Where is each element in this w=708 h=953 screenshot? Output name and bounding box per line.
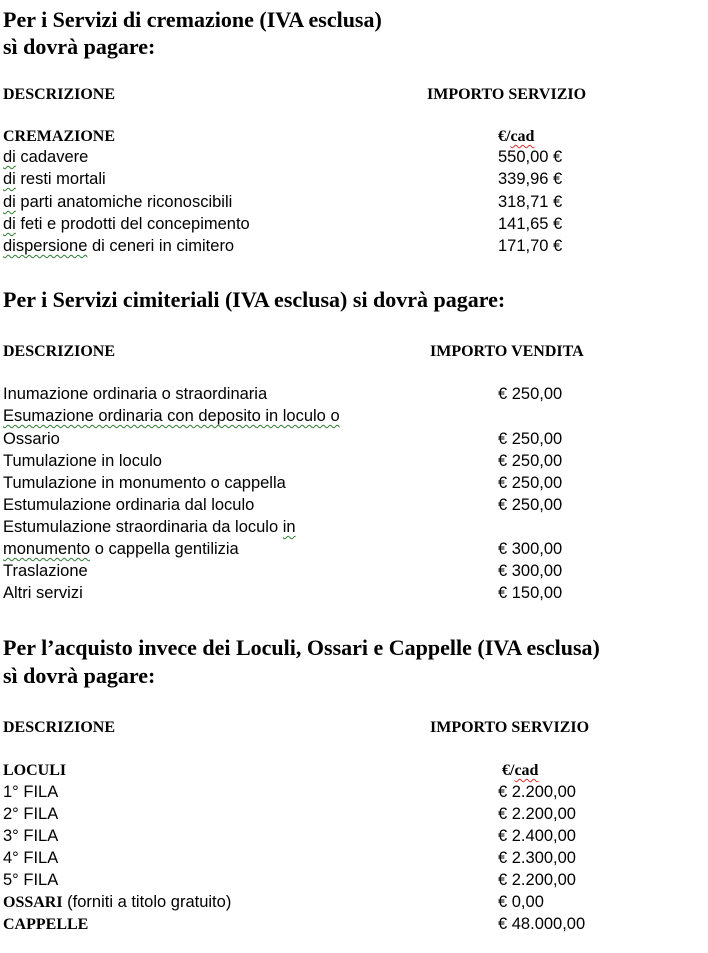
list-item <box>3 191 232 213</box>
list-item: Esumazione ordinaria con deposito in loculo o <box>3 407 340 425</box>
list-item <box>3 891 231 914</box>
unit-prefix: €/ <box>498 128 511 145</box>
row-label: resti mortali <box>15 170 106 188</box>
row-label-tail: o cappella gentilizia <box>90 540 239 558</box>
section2-title: Per i Servizi cimiteriali (IVA esclusa) si dovrà pagare: <box>3 287 506 312</box>
row-amount: € 2.200,00 <box>498 871 576 889</box>
list-item <box>3 538 239 560</box>
row-prefix: di <box>3 148 16 166</box>
list-item: 2° FILA <box>3 805 59 823</box>
row-amount: € 150,00 <box>498 584 563 602</box>
row-label: di ceneri in cimitero <box>87 237 235 255</box>
unit-suffix: cad <box>514 762 539 779</box>
row-amount: € 250,00 <box>498 452 563 470</box>
unit-prefix: €/ <box>502 762 515 779</box>
section2-col-amount: IMPORTO VENDITA <box>430 343 584 360</box>
section2-col-description: DESCRIZIONE <box>3 343 116 360</box>
section3-title-line1: Per l’acquisto invece dei Loculi, Ossari e Cappelle (IVA esclusa) <box>3 635 600 660</box>
row-amount: € 250,00 <box>498 474 563 492</box>
row-amount: 171,70 € <box>498 237 563 255</box>
section3-group-label: LOCULI <box>3 762 67 779</box>
unit-text <box>502 762 538 779</box>
section1-group-label: CREMAZIONE <box>3 128 116 145</box>
row-label: Estumulazione straordinaria da loculo <box>3 518 283 536</box>
row-amount: € 0,00 <box>498 893 544 911</box>
section1-col-amount: IMPORTO SERVIZIO <box>427 86 587 103</box>
row-prefix: di <box>3 215 16 233</box>
row-amount: € 250,00 <box>498 496 563 514</box>
row-prefix: dispersione <box>3 237 88 255</box>
list-item: Ossario <box>3 430 60 448</box>
row-amount: 141,65 € <box>498 215 563 233</box>
row-amount: € 300,00 <box>498 562 563 580</box>
section1-title-line2: sì dovrà pagare: <box>3 34 156 59</box>
section1-title-line1: Per i Servizi di cremazione (IVA esclusa) <box>3 7 382 32</box>
row-amount: € 2.300,00 <box>498 849 576 867</box>
row-amount: € 2.200,00 <box>498 805 576 823</box>
ossari-label: OSSARI <box>3 894 63 911</box>
row-amount: 318,71 € <box>498 193 563 211</box>
list-item <box>3 235 234 257</box>
section1-col-description: DESCRIZIONE <box>3 86 116 103</box>
list-item: Tumulazione in monumento o cappella <box>3 474 286 492</box>
row-label: cadavere <box>15 148 89 166</box>
row-amount: € 300,00 <box>498 540 563 558</box>
section3-unit-label <box>502 762 538 780</box>
row-amount: € 2.400,00 <box>498 827 576 845</box>
list-item <box>3 516 296 538</box>
row-label: parti anatomiche riconoscibili <box>15 193 233 211</box>
row-amount: € 250,00 <box>498 430 563 448</box>
list-item: 4° FILA <box>3 849 59 867</box>
section3-col-description: DESCRIZIONE <box>3 719 116 736</box>
list-item: Tumulazione in loculo <box>3 452 162 470</box>
list-item: 1° FILA <box>3 783 59 801</box>
list-item <box>3 913 88 936</box>
section1-unit-label <box>498 128 534 146</box>
list-item: 5° FILA <box>3 871 59 889</box>
list-item <box>3 168 106 190</box>
section3-col-amount: IMPORTO SERVIZIO <box>430 719 590 736</box>
ossari-note: (forniti a titolo gratuito) <box>62 893 232 911</box>
row-amount: 550,00 € <box>498 148 563 166</box>
row-amount: € 2.200,00 <box>498 783 576 801</box>
unit-text <box>498 128 534 145</box>
list-item: Altri servizi <box>3 584 83 602</box>
row-label: feti e prodotti del concepimento <box>15 215 250 233</box>
list-item <box>3 213 250 235</box>
row-label: monumento <box>3 540 91 558</box>
row-prefix: di <box>3 193 16 211</box>
row-label-tail: in <box>282 518 296 536</box>
cappelle-label: CAPPELLE <box>3 916 89 933</box>
unit-suffix: cad <box>510 128 535 145</box>
list-item: Inumazione ordinaria o straordinaria <box>3 385 268 403</box>
list-item: 3° FILA <box>3 827 59 845</box>
row-amount: € 250,00 <box>498 385 563 403</box>
row-amount: 339,96 € <box>498 170 563 188</box>
section3-title-line2: sì dovrà pagare: <box>3 663 156 688</box>
list-item <box>3 146 88 168</box>
row-prefix: di <box>3 170 16 188</box>
list-item: Estumulazione ordinaria dal loculo <box>3 496 255 514</box>
row-amount: € 48.000,00 <box>498 915 586 933</box>
list-item: Traslazione <box>3 562 88 580</box>
